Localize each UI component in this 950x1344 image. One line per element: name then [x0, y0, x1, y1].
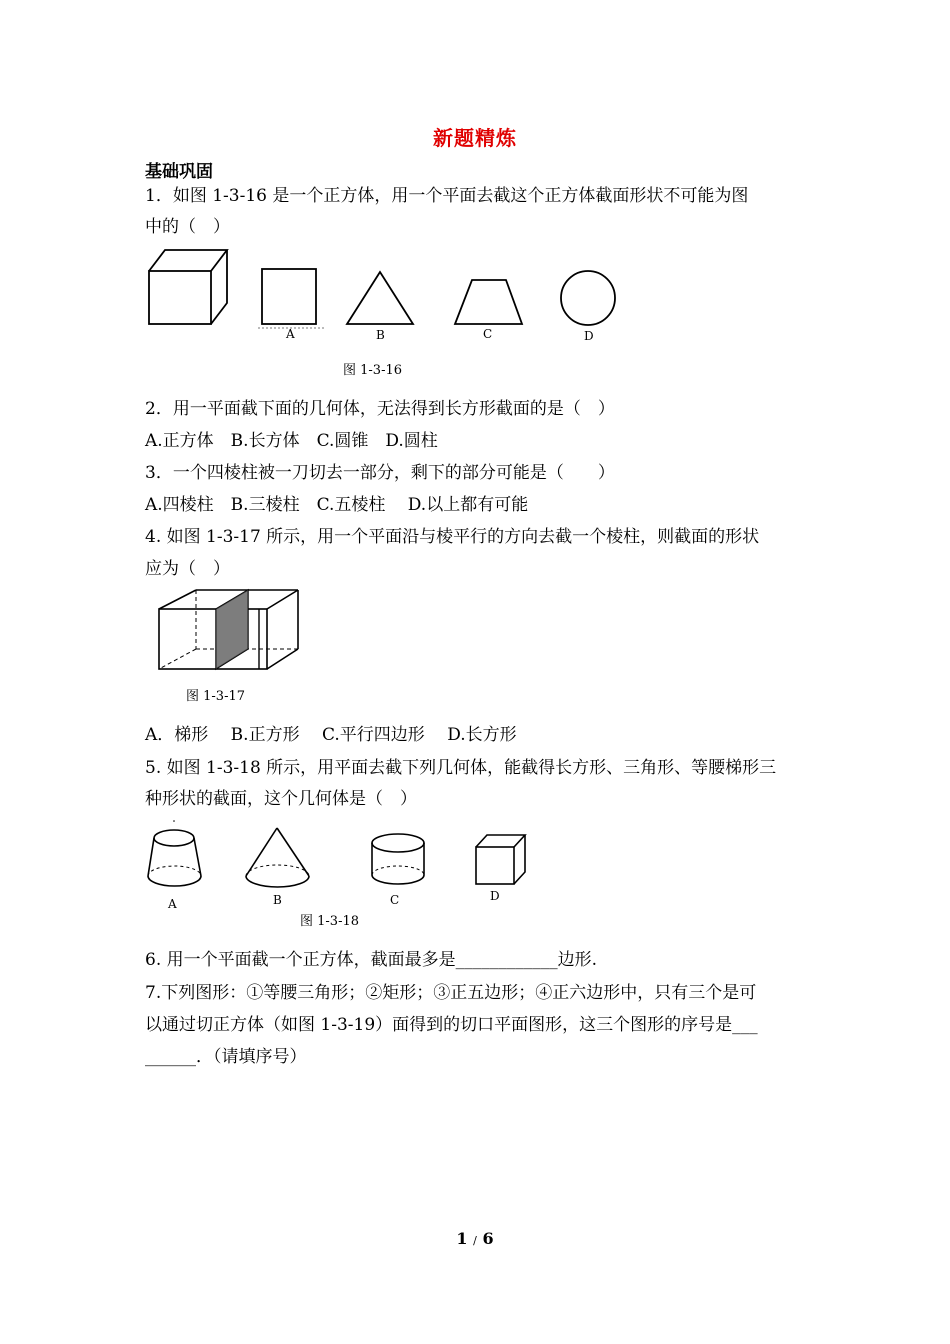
q5-text-line1: 5. 如图 1-3-18 所示，用平面去截下列几何体，能截得长方形、三角形、等腰梯形三 [145, 758, 777, 778]
q7-text-line2: 以通过切正方体（如图 1-3-19）面得到的切口平面图形，这三个图形的序号是___ [145, 1015, 758, 1035]
page-title: 新题精炼 [433, 126, 517, 150]
q4-text-line2: 应为（ ） [145, 559, 230, 579]
q5-label-b: B [273, 893, 282, 907]
q5-label-d: D [490, 889, 500, 903]
q2-options: A.正方体 B.长方体 C.圆锥 D.圆柱 [145, 431, 438, 451]
q5-label-c: C [390, 893, 400, 907]
q6-text [145, 950, 597, 970]
cube-shape-d [476, 835, 525, 884]
cone-shape-b [246, 828, 309, 887]
q7-text-line3 [145, 1047, 307, 1067]
q1-label-c: C [483, 327, 493, 341]
page-separator: / [473, 1234, 477, 1247]
q1-text-line1: 1．如图 1-3-16 是一个正方体，用一个平面去截这个正方体截面形状不可能为图 [145, 186, 749, 206]
page-total: 6 [482, 1229, 494, 1248]
q1-label-b: B [376, 328, 385, 342]
q5-label-a: A [168, 897, 177, 911]
q7-text-line1: 7.下列图形：①等腰三角形；②矩形；③正五边形；④正六边形中，只有三个是可 [145, 983, 757, 1003]
q2-text: 2．用一平面截下面的几何体，无法得到长方形截面的是（ ） [145, 399, 615, 419]
q1-label-a: A [286, 327, 295, 341]
q5-text-line2: 种形状的截面，这个几何体是（ ） [145, 789, 417, 809]
cylinder-shape-c [372, 834, 424, 884]
q4-figure-caption: 图 1-3-17 [186, 689, 246, 704]
q4-options: A．梯形 B.正方形 C.平行四边形 D.长方形 [145, 725, 517, 745]
q6-text-before: 6. 用一个平面截一个正方体，截面最多是 [145, 950, 456, 970]
page-number [0, 1229, 950, 1248]
q1-text-line2: 中的（ ） [145, 217, 230, 237]
q5-figure-caption: 图 1-3-18 [300, 914, 360, 929]
q3-options: A.四棱柱 B.三棱柱 C.五棱柱 D.以上都有可能 [145, 495, 529, 515]
q7-text-after: ．（请填序号） [196, 1047, 307, 1067]
q6-text-after: 边形. [557, 950, 598, 970]
page-current: 1 [456, 1229, 468, 1248]
q6-answer-blank[interactable]: ____________ [455, 950, 558, 970]
q1-figure-caption: 图 1-3-16 [343, 363, 403, 378]
q3-text: 3．一个四棱柱被一刀切去一部分，剩下的部分可能是（ ） [145, 463, 615, 483]
q4-text-line1: 4. 如图 1-3-17 所示，用一个平面沿与棱平行的方向去截一个棱柱，则截面的形状 [145, 527, 760, 547]
q7-answer-blank[interactable]: ______ [145, 1047, 196, 1067]
section-heading: 基础巩固 [145, 162, 213, 182]
q1-label-d: D [584, 329, 594, 343]
frustum-shape-a [148, 830, 201, 886]
